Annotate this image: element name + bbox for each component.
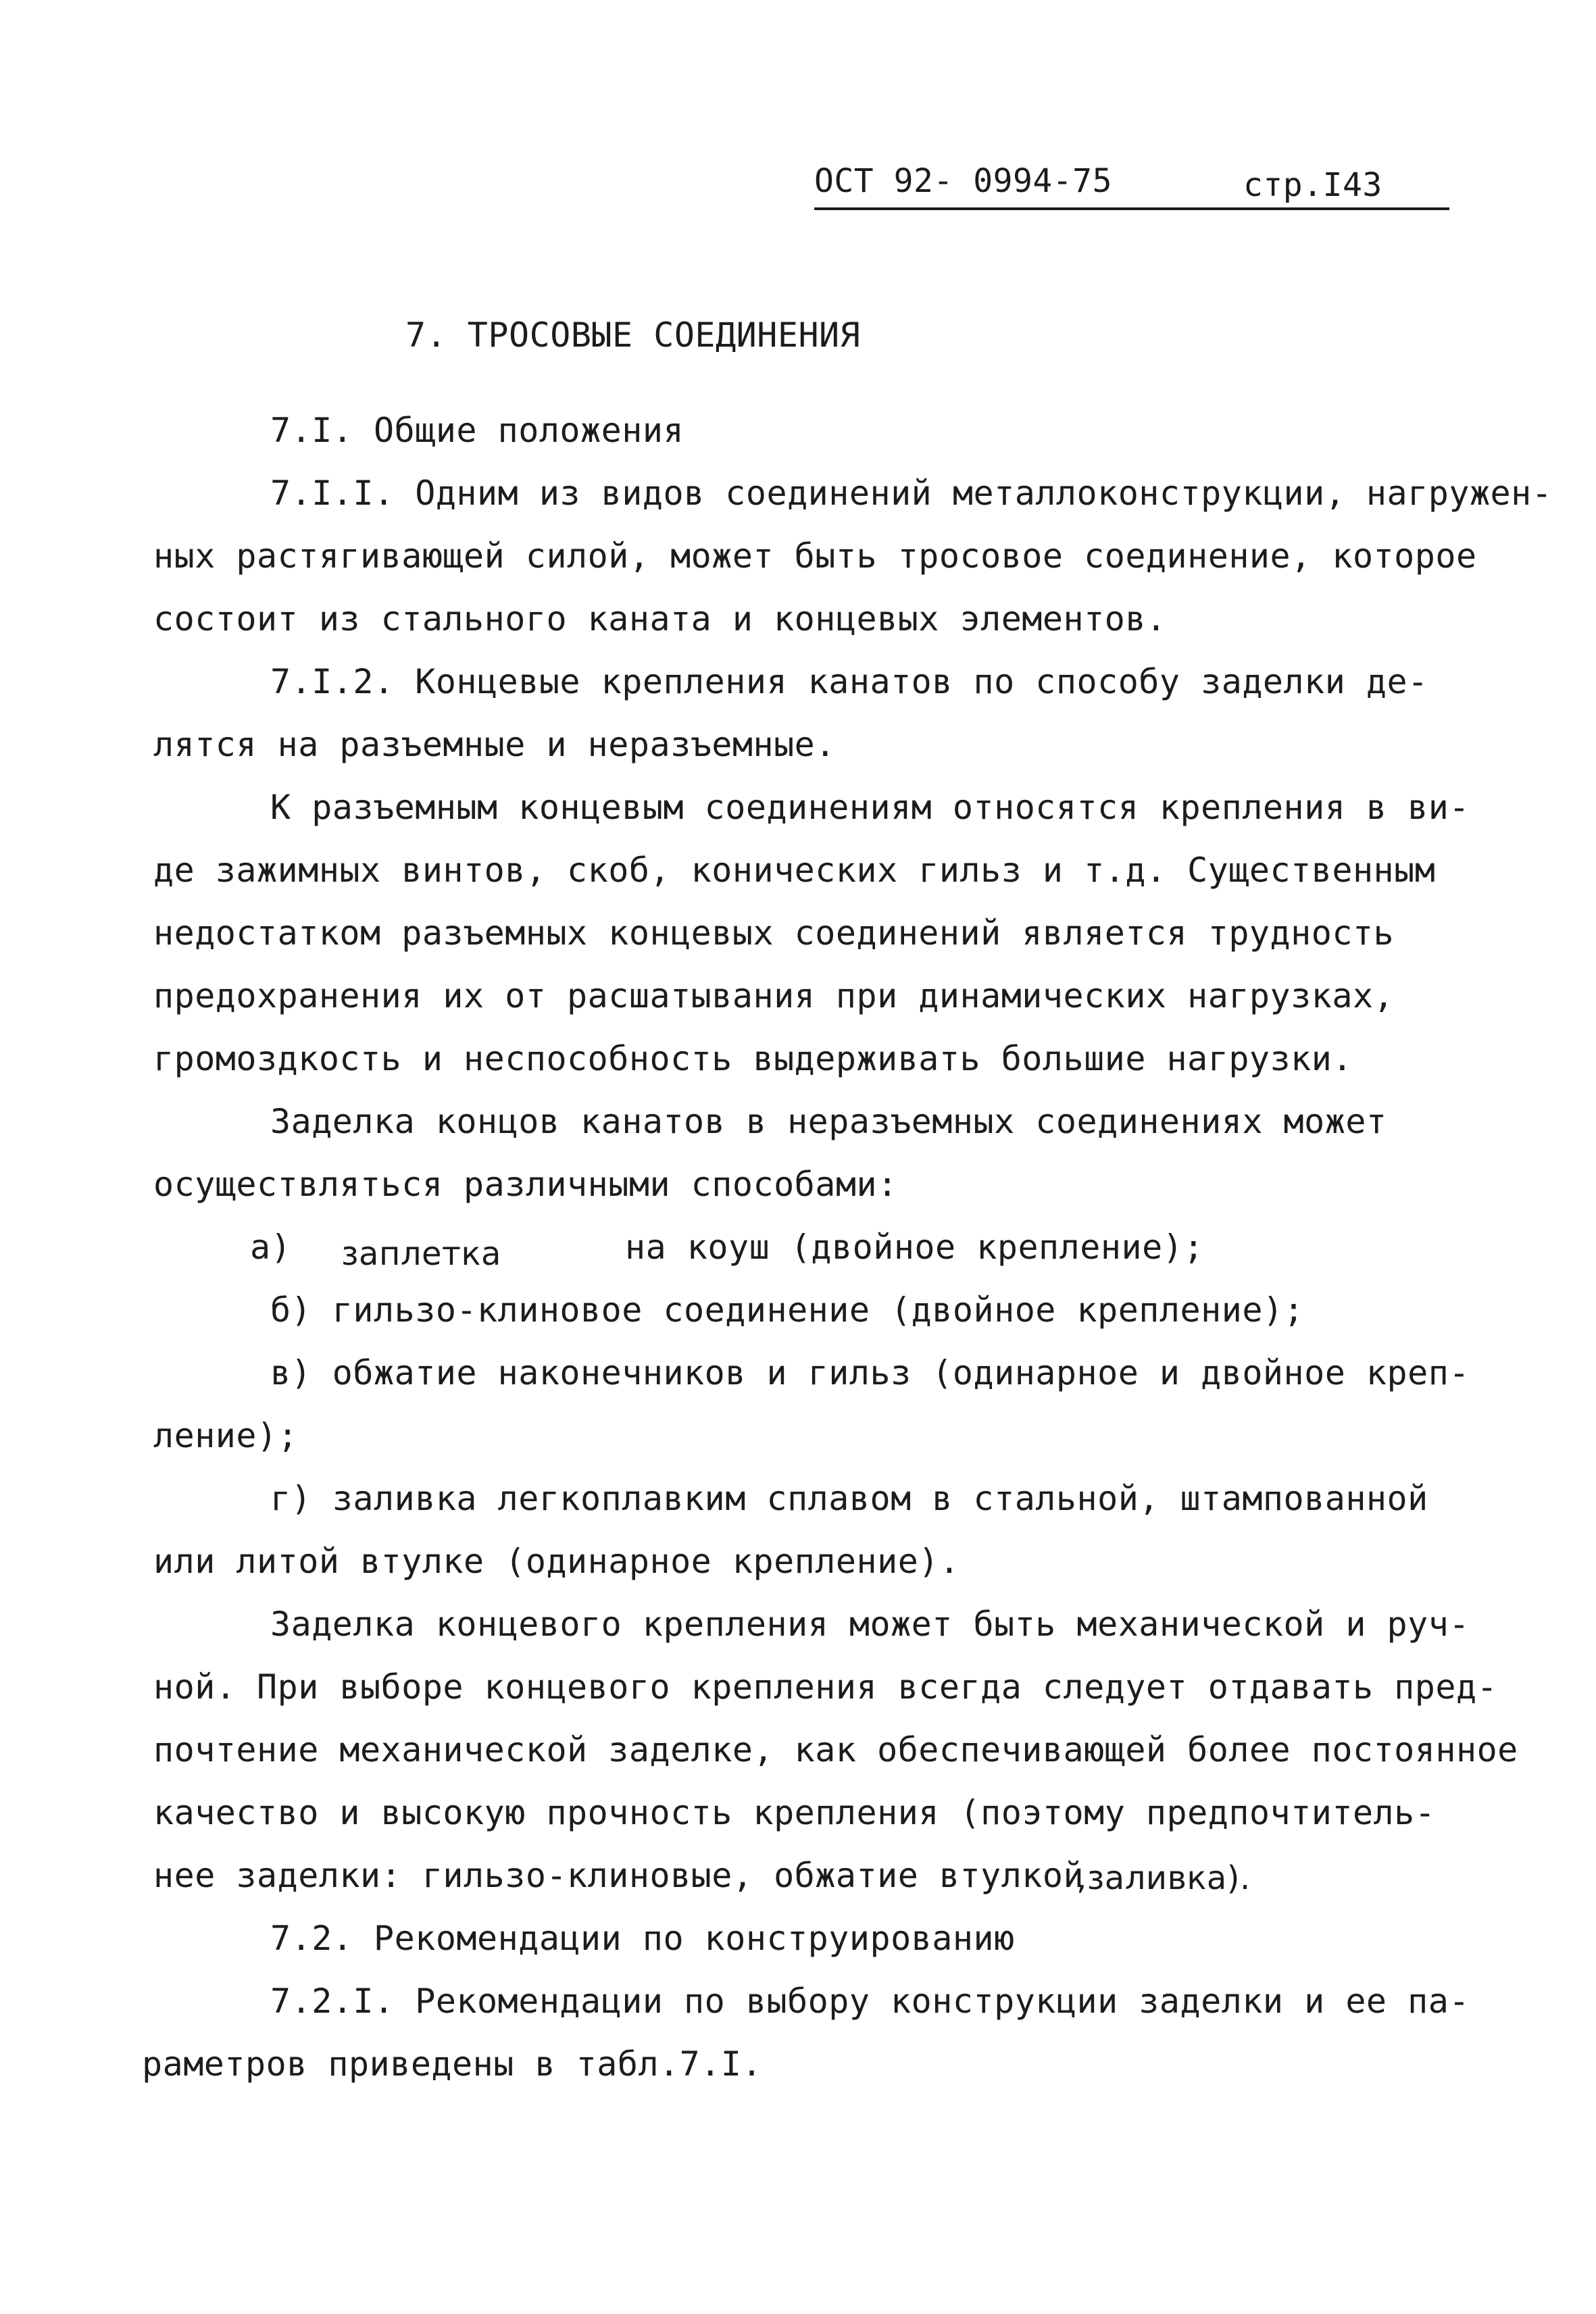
paragraph-mechanical-handwritten: ,заливка). (1076, 1859, 1251, 1897)
list-item-v-line-2: ление); (153, 1416, 299, 1455)
paragraph-7-1-1-line-1: 7.I.I. Одним из видов соединений металлоконструкции, нагружен- (270, 474, 1553, 513)
paragraph-mechanical-line-2: ной. При выборе концевого крепления всегда следует отдавать пред- (153, 1667, 1498, 1707)
paragraph-detachable-line-5: громоздкость и неспособность выдерживать большие нагрузки. (153, 1039, 1353, 1078)
paragraph-permanent-line-2: осуществляться различными способами: (153, 1165, 898, 1204)
subsection-7-2-heading: 7.2. Рекомендации по конструированию (270, 1919, 1015, 1958)
paragraph-7-2-1-line-2: раметров приведены в табл.7.I. (142, 2044, 763, 2084)
paragraph-mechanical-line-5: нее заделки: гильзо-клиновые, обжатие втулкой (153, 1856, 1084, 1895)
section-title: 7. ТРОСОВЫЕ СОЕДИНЕНИЯ (405, 316, 861, 355)
paragraph-7-2-1-line-1: 7.2.I. Рекомендации по выбору конструкции заделки и ее па- (270, 1982, 1470, 2021)
page-number: стр.I43 (1243, 166, 1382, 204)
paragraph-7-1-2-line-2: лятся на разъемные и неразъемные. (153, 725, 836, 764)
paragraph-detachable-line-3: недостатком разъемных концевых соединений является трудность (153, 913, 1395, 953)
paragraph-detachable-line-1: К разъемным концевым соединениям относятся крепления в ви- (270, 788, 1470, 827)
list-item-b: б) гильзо-клиновое соединение (двойное крепление); (270, 1290, 1305, 1330)
list-item-g-line-2: или литой втулке (одинарное крепление). (153, 1542, 960, 1581)
paragraph-7-1-1-line-2: ных растягивающей силой, может быть тросовое соединение, которое (153, 536, 1477, 576)
list-item-v-line-1: в) обжатие наконечников и гильз (одинарное и двойное креп- (270, 1353, 1470, 1392)
paragraph-mechanical-line-1: Заделка концевого крепления может быть механической и руч- (270, 1605, 1470, 1644)
document-code: ОСТ 92- 0994-75 (814, 162, 1112, 200)
list-item-a-handwritten: заплетка (341, 1235, 501, 1273)
paragraph-7-1-2-line-1: 7.I.2. Концевые крепления канатов по способу заделки де- (270, 662, 1428, 701)
paragraph-7-1-1-line-3: состоит из стального каната и концевых элементов. (153, 599, 1167, 638)
subsection-7-1-heading: 7.I. Общие положения (270, 411, 684, 450)
list-item-a-marker: а) (250, 1228, 292, 1267)
paragraph-permanent-line-1: Заделка концов канатов в неразъемных соединениях может (270, 1102, 1387, 1141)
paragraph-detachable-line-2: де зажимных винтов, скоб, конических гильз и т.д. Существенным (153, 851, 1436, 890)
list-item-g-line-1: г) заливка легкоплавким сплавом в стальной, штампованной (270, 1479, 1428, 1518)
paragraph-mechanical-line-3: почтение механической заделке, как обеспечивающей более постоянное (153, 1730, 1518, 1769)
paragraph-detachable-line-4: предохранения их от расшатывания при динамических нагрузках, (153, 976, 1395, 1015)
header-underline (814, 207, 1449, 210)
list-item-a-text: на коуш (двойное крепление); (625, 1228, 1204, 1267)
paragraph-mechanical-line-4: качество и высокую прочность крепления (поэтому предпочтитель- (153, 1793, 1436, 1832)
